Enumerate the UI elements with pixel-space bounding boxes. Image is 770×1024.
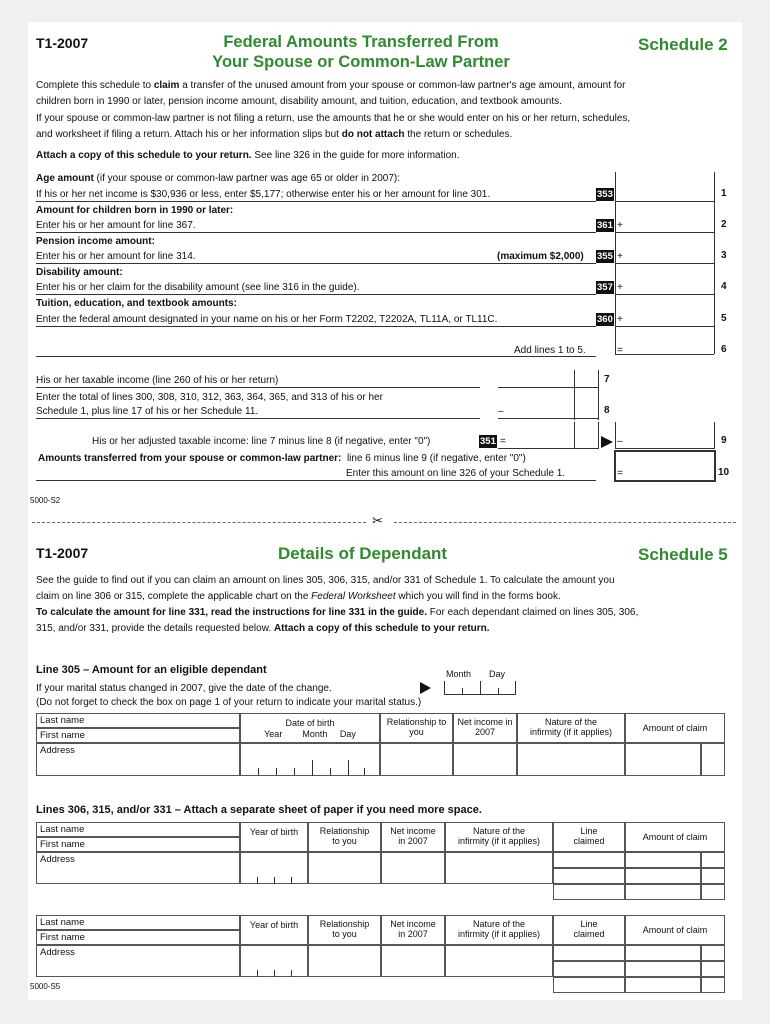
enter-line-326-text: Enter this amount on line 326 of your Schedule 1. bbox=[346, 468, 566, 479]
date-of-birth-header: Date of birth Year Month Day bbox=[240, 713, 380, 743]
total-lines-text-2: Schedule 1, plus line 17 of his or her Schedule 11. bbox=[36, 406, 259, 417]
line-claimed-input[interactable] bbox=[553, 945, 625, 961]
amount-cents-input[interactable] bbox=[701, 961, 725, 977]
line-claimed-input[interactable] bbox=[553, 868, 625, 884]
code-355: 355 bbox=[597, 251, 613, 262]
form-id: T1-2007 bbox=[36, 545, 89, 561]
net-income-input[interactable] bbox=[453, 743, 517, 776]
birth-date-input[interactable] bbox=[240, 743, 380, 776]
address-field[interactable]: Address bbox=[36, 945, 240, 977]
minus-sign: – bbox=[498, 406, 504, 417]
title-line-1: Federal Amounts Transferred From bbox=[223, 33, 499, 51]
net-income-input[interactable] bbox=[381, 945, 445, 977]
line-number-7: 7 bbox=[604, 374, 610, 385]
form-code-s2: 5000-S2 bbox=[30, 496, 61, 505]
code-360: 360 bbox=[597, 314, 613, 325]
code-351: 351 bbox=[480, 436, 496, 447]
line-number-1: 1 bbox=[721, 188, 727, 199]
amount-header: Amount of claim bbox=[625, 822, 725, 852]
add-lines-text: Add lines 1 to 5. bbox=[514, 345, 586, 356]
relationship-header: Relationship to you bbox=[308, 822, 381, 852]
adjusted-income-text: His or her adjusted taxable income: line 7 minus line 8 (if negative, enter "0") bbox=[92, 436, 431, 447]
plus-sign: + bbox=[617, 251, 623, 262]
relationship-header: Relationship to you bbox=[380, 713, 453, 743]
cut-line bbox=[394, 522, 736, 523]
infirmity-header: Nature of the infirmity (if it applies) bbox=[445, 915, 553, 945]
infirmity-header: Nature of the infirmity (if it applies) bbox=[445, 822, 553, 852]
pension-maximum: (maximum $2,000) bbox=[497, 251, 584, 262]
pension-heading: Pension income amount: bbox=[36, 236, 155, 247]
net-income-header: Net income in 2007 bbox=[381, 915, 445, 945]
age-text: If his or her net income is $30,936 or less, enter $5,177; otherwise enter his or her amount for line 301. bbox=[36, 189, 491, 200]
line-number-9: 9 bbox=[721, 435, 727, 446]
amount-cents-input[interactable] bbox=[701, 743, 725, 776]
year-of-birth-header: Year of birth bbox=[240, 822, 308, 852]
tuition-heading: Tuition, education, and textbook amounts: bbox=[36, 298, 237, 309]
arrow-right-icon bbox=[420, 682, 431, 694]
day-label: Day bbox=[489, 669, 506, 679]
plus-sign: + bbox=[617, 220, 623, 231]
net-income-input[interactable] bbox=[381, 852, 445, 884]
intro-paragraph-3: Attach a copy of this schedule to your return. See line 326 in the guide for more information. bbox=[36, 150, 460, 161]
line-number-3: 3 bbox=[721, 250, 727, 261]
line-305-text-1: If your marital status changed in 2007, give the date of the change. bbox=[36, 683, 332, 694]
transferred-amounts-line: Amounts transferred from your spouse or common-law partner: line 6 minus line 9 (if negative, enter "0") bbox=[38, 453, 526, 464]
cut-line bbox=[32, 522, 366, 523]
last-name-field[interactable]: Last name bbox=[36, 713, 240, 728]
line-claimed-input[interactable] bbox=[553, 884, 625, 900]
equals-sign: = bbox=[617, 468, 623, 479]
form-code-s5: 5000-S5 bbox=[30, 982, 61, 991]
address-field[interactable]: Address bbox=[36, 743, 240, 776]
first-name-field[interactable]: First name bbox=[36, 930, 240, 945]
amount-cents-input[interactable] bbox=[701, 852, 725, 868]
relationship-input[interactable] bbox=[380, 743, 453, 776]
title-line-2: Your Spouse or Common-Law Partner bbox=[212, 53, 510, 71]
amount-cents-input[interactable] bbox=[701, 884, 725, 900]
plus-sign: + bbox=[617, 282, 623, 293]
relationship-input[interactable] bbox=[308, 945, 381, 977]
code-361: 361 bbox=[597, 220, 613, 231]
amount-cents-input[interactable] bbox=[701, 945, 725, 961]
schedule-label: Schedule 2 bbox=[638, 35, 728, 54]
first-name-field[interactable]: First name bbox=[36, 728, 240, 743]
amount-input[interactable] bbox=[625, 743, 701, 776]
schedule5-title: Details of Dependant bbox=[278, 544, 448, 563]
plus-sign: + bbox=[617, 314, 623, 325]
line-305-heading: Line 305 – Amount for an eligible dependant bbox=[36, 664, 267, 676]
minus-sign: – bbox=[617, 436, 623, 447]
tuition-text: Enter the federal amount designated in your name on his or her Form T2202, T2202A, TL11A, or TL11C. bbox=[36, 314, 498, 325]
infirmity-input[interactable] bbox=[445, 945, 553, 977]
children-heading: Amount for children born in 1990 or later: bbox=[36, 205, 234, 216]
equals-sign: = bbox=[617, 345, 623, 356]
taxable-income-text: His or her taxable income (line 260 of his or her return) bbox=[36, 375, 279, 386]
code-353: 353 bbox=[597, 189, 613, 200]
arrow-right-icon bbox=[601, 436, 613, 448]
line-claimed-header: Line claimed bbox=[553, 822, 625, 852]
schedule5-intro: See the guide to find out if you can claim an amount on lines 305, 306, 315, and/or 331 of Schedule 1. To calculate the amount you claim on line 306 or 315, complete the applicable chart on the Federal Worksheet which you will find in the forms book. To calculate the amount for line 331, read the instructions for line 331 in the guide. For each dependant claimed on lines 305, 306, 315, and/or 331, provide the details requested below. Attach a copy of this schedule to your return. bbox=[36, 575, 639, 634]
relationship-header: Relationship to you bbox=[308, 915, 381, 945]
amount-cents-input[interactable] bbox=[701, 868, 725, 884]
amount-header: Amount of claim bbox=[625, 915, 725, 945]
lines-306-heading: Lines 306, 315, and/or 331 – Attach a separate sheet of paper if you need more space. bbox=[36, 804, 482, 816]
schedule2-title bbox=[176, 32, 546, 72]
scissors-icon: ✂ bbox=[372, 513, 383, 528]
age-heading: Age amount (if your spouse or common-law partner was age 65 or older in 2007): bbox=[36, 173, 401, 184]
children-text: Enter his or her amount for line 367. bbox=[36, 220, 196, 231]
line-number-4: 4 bbox=[721, 281, 727, 292]
net-income-header: Net income in 2007 bbox=[381, 822, 445, 852]
infirmity-input[interactable] bbox=[517, 743, 625, 776]
line-number-8: 8 bbox=[604, 405, 610, 416]
line-claimed-input[interactable] bbox=[553, 961, 625, 977]
line-claimed-input[interactable] bbox=[553, 977, 625, 993]
amount-cents-input[interactable] bbox=[701, 977, 725, 993]
amount-input[interactable] bbox=[625, 961, 701, 977]
line-10-amount-box[interactable] bbox=[614, 450, 716, 482]
amount-input[interactable] bbox=[625, 884, 701, 900]
last-name-field[interactable]: Last name bbox=[36, 915, 240, 930]
line-number-10: 10 bbox=[718, 467, 730, 478]
disability-text: Enter his or her claim for the disability amount (see line 316 in the guide). bbox=[36, 282, 360, 293]
total-lines-text-1: Enter the total of lines 300, 308, 310, 312, 363, 364, 365, and 313 of his or her bbox=[36, 392, 383, 403]
form-id: T1-2007 bbox=[36, 35, 89, 51]
line-number-5: 5 bbox=[721, 313, 727, 324]
first-name-field[interactable]: First name bbox=[36, 837, 240, 852]
amount-input[interactable] bbox=[625, 945, 701, 961]
address-field[interactable]: Address bbox=[36, 852, 240, 884]
line-305-text-2: (Do not forget to check the box on page 1 of your return to indicate your marital status.) bbox=[36, 697, 422, 708]
amount-header: Amount of claim bbox=[625, 713, 725, 743]
schedule-label: Schedule 5 bbox=[638, 545, 728, 564]
code-357: 357 bbox=[597, 282, 613, 293]
line-claimed-input[interactable] bbox=[553, 852, 625, 868]
line-number-6: 6 bbox=[721, 344, 727, 355]
amount-input[interactable] bbox=[625, 868, 701, 884]
infirmity-header: Nature of the infirmity (if it applies) bbox=[517, 713, 625, 743]
pension-text: Enter his or her amount for line 314. bbox=[36, 251, 196, 262]
line-number-2: 2 bbox=[721, 219, 727, 230]
amount-input[interactable] bbox=[625, 852, 701, 868]
form-sheet bbox=[28, 22, 742, 1000]
relationship-input[interactable] bbox=[308, 852, 381, 884]
amount-input[interactable] bbox=[625, 977, 701, 993]
equals-sign: = bbox=[500, 436, 506, 447]
line-claimed-header: Line claimed bbox=[553, 915, 625, 945]
disability-heading: Disability amount: bbox=[36, 267, 123, 278]
intro-paragraph-1: Complete this schedule to claim a transfer of the unused amount from your spouse or common-law partner's age amount, amount for children born in 1990 or later, pension income amount, disability amount, and tuition, education, and textbook amounts. bbox=[36, 80, 626, 107]
intro-paragraph-2: If your spouse or common-law partner is not filing a return, use the amounts that he or she would enter on his or her return, schedules, and worksheet if filing a return. Attach his or her information slips but do not attach the return or schedules. bbox=[36, 113, 631, 140]
net-income-header: Net income in 2007 bbox=[453, 713, 517, 743]
infirmity-input[interactable] bbox=[445, 852, 553, 884]
last-name-field[interactable]: Last name bbox=[36, 822, 240, 837]
month-label: Month bbox=[446, 669, 472, 679]
year-of-birth-header: Year of birth bbox=[240, 915, 308, 945]
